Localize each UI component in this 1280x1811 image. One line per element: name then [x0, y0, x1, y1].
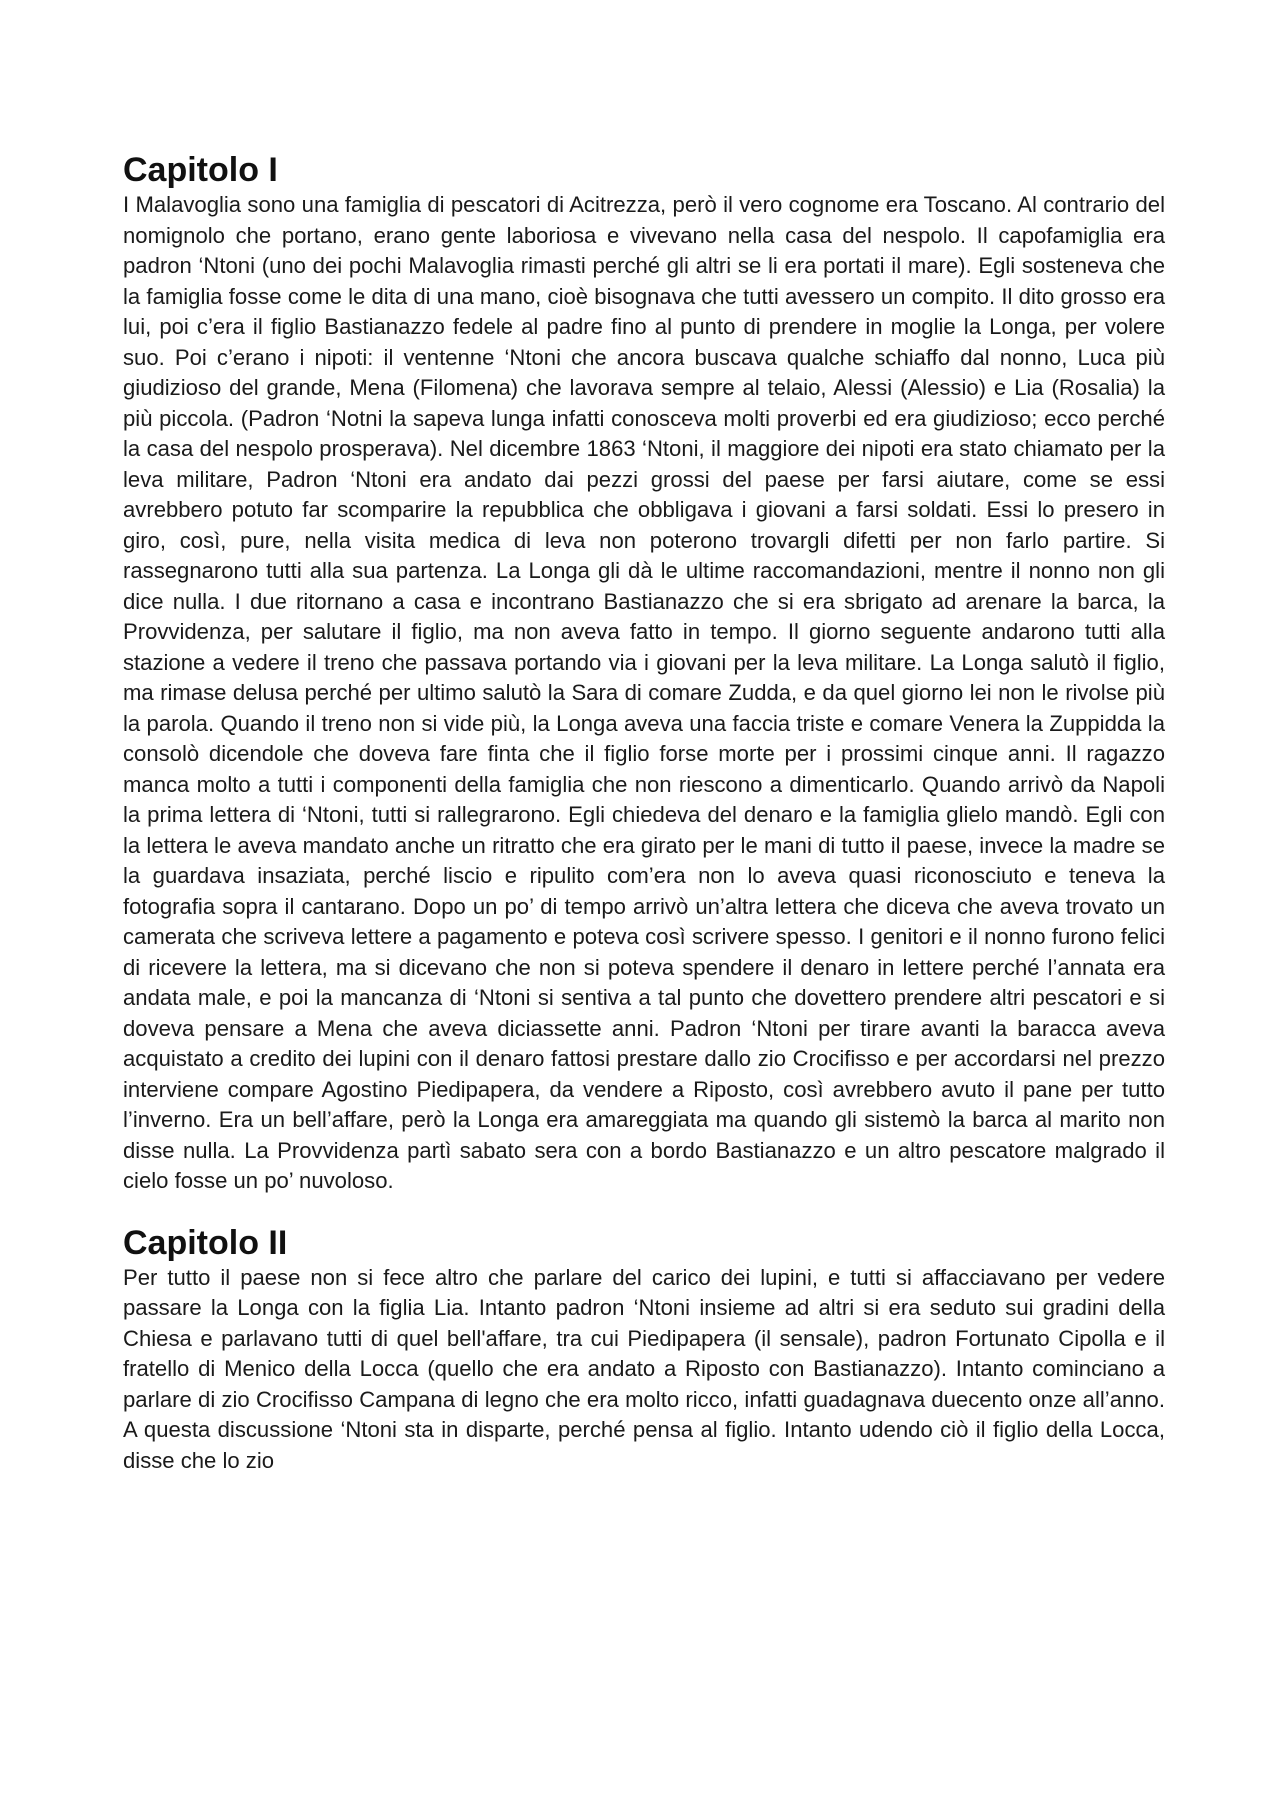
chapter-title: Capitolo II	[123, 1223, 288, 1262]
chapter-body: I Malavoglia sono una famiglia di pescatori di Acitrezza, però il vero cognome era Toscano. Al contrario del nomignolo che portano, erano gente laboriosa e vivevano nella casa del nespolo. Il capofamiglia era padron ‘Ntoni (uno dei pochi Malavoglia rimasti perché gli altri se li era portati il mare). Egli sosteneva che la famiglia fosse come le dita di una mano, cioè bisognava che tutti avessero un compito. Il dito grosso era lui, poi c’era il figlio Bastianazzo fedele al padre fino al punto di prendere in moglie la Longa, per volere suo. Poi c’erano i nipoti: il ventenne ‘Ntoni che ancora buscava qualche schiaffo dal nonno, Luca più giudizioso del grande, Mena (Filomena) che lavorava sempre al telaio, Alessi (Alessio) e Lia (Rosalia) la più piccola. (Padron ‘Notni la sapeva lunga infatti conosceva molti proverbi ed era giudizioso; ecco perché la casa del nespolo prosperava). Nel dicembre 1863 ‘Ntoni, il maggiore dei nipoti era stato chiamato per la leva militare, Padron ‘Ntoni era andato dai pezzi grossi del paese per farsi aiutare, come se essi avrebbero potuto far scomparire la repubblica che obbligava i giovani a farsi soldati. Essi lo presero in giro, così, pure, nella visita medica di leva non poterono trovargli difetti per non farlo partire. Si rassegnarono tutti alla sua partenza. La Longa gli dà le ultime raccomandazioni, mentre il nonno non gli dice nulla. I due ritornano a casa e incontrano Bastianazzo che si era sbrigato ad arenare la barca, la Provvidenza, per salutare il figlio, ma non aveva fatto in tempo. Il giorno seguente andarono tutti alla stazione a vedere il treno che passava portando via i giovani per la leva militare. La Longa salutò il figlio, ma rimase delusa perché per ultimo salutò la Sara di comare Zudda, e da quel giorno lei non le rivolse più la parola. Quando il treno non si vide più, la Longa aveva una faccia triste e comare Venera la Zuppidda la consolò dicendole che doveva fare finta che il figlio forse morte per i prossimi cinque anni. Il ragazzo manca molto a tutti i componenti della famiglia che non riescono a dimenticarlo. Quando arrivò da Napoli la prima lettera di ‘Ntoni, tutti si rallegrarono. Egli chiedeva del denaro e la famiglia glielo mandò. Egli con la lettera le aveva mandato anche un ritratto che era girato per le mani di tutto il paese, invece la madre se la guardava insaziata, perché liscio e ripulito com’era non lo aveva quasi riconosciuto e teneva la fotografia sopra il cantarano. Dopo un po’ di tempo arrivò un’altra lettera che diceva che aveva trovato un camerata che scriveva lettere a pagamento e poteva così scrivere spesso. I genitori e il nonno furono felici di ricevere la lettera, ma si dicevano che non si poteva spendere il denaro in lettere perché l’annata era andata male, e poi la mancanza di ‘Ntoni si sentiva a tal punto che dovettero prendere altri pescatori e si doveva pensare a Mena che aveva diciassette anni. Padron ‘Ntoni per tirare avanti la baracca aveva acquistato a credito dei lupini con il denaro fattosi prestare dallo zio Crocifisso e per accordarsi nel prezzo interviene compare Agostino Piedipapera, da vendere a Riposto, così avrebbero avuto il pane per tutto l’inverno. Era un bell’affare, però la Longa era amareggiata ma quando gli sistemò la barca al marito non disse nulla. La Provvidenza partì sabato sera con a bordo Bastianazzo e un altro pescatore malgrado il cielo fosse un po’ nuvoloso.	[123, 192, 1165, 1193]
document-page	[123, 150, 1165, 1476]
chapter-body: Per tutto il paese non si fece altro che parlare del carico dei lupini, e tutti si affacciavano per vedere passare la Longa con la figlia Lia. Intanto padron ‘Ntoni insieme ad altri si era seduto sui gradini della Chiesa e parlavano tutti di quel bell'affare, tra cui Piedipapera (il sensale), padron Fortunato Cipolla e il fratello di Menico della Locca (quello che era andato a Riposto con Bastianazzo). Intanto cominciano a parlare di zio Crocifisso Campana di legno che era molto ricco, infatti guadagnava duecento onze all’anno. A questa discussione ‘Ntoni sta in disparte, perché pensa al figlio. Intanto udendo ciò il figlio della Locca, disse che lo zio	[123, 1264, 1165, 1473]
chapter-title: Capitolo I	[123, 151, 278, 189]
chapter-2	[123, 1223, 1165, 1477]
chapter-1	[123, 150, 1165, 1197]
